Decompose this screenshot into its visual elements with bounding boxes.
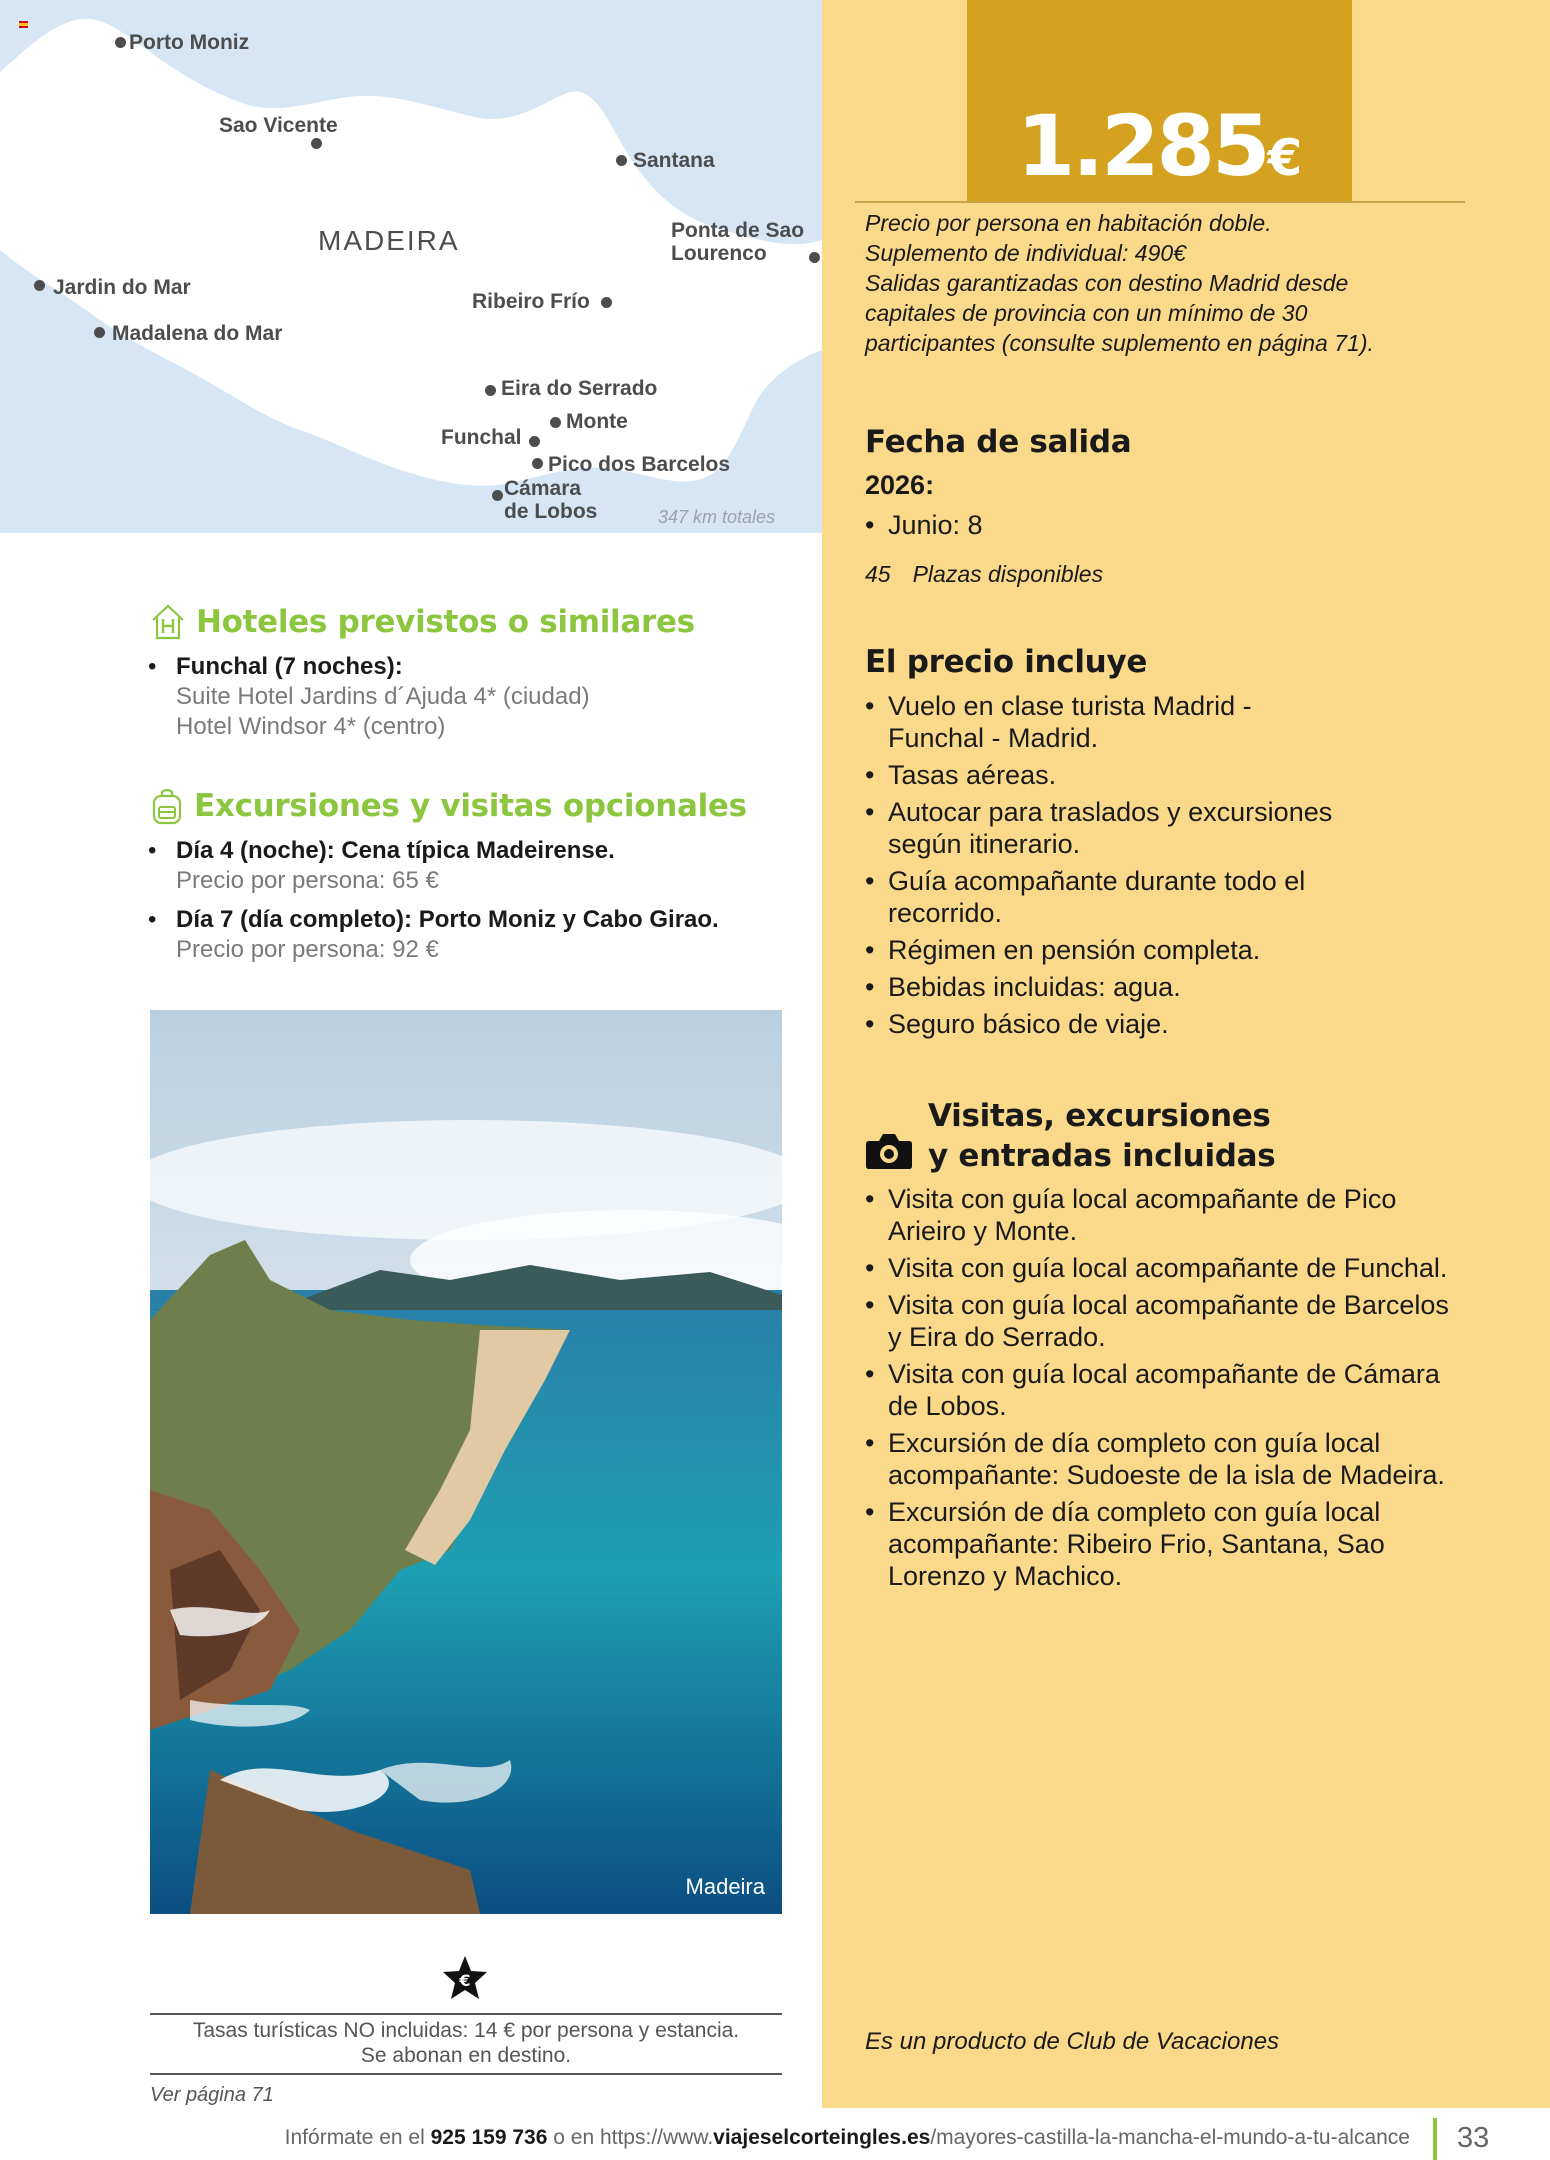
place-dot: [529, 436, 540, 447]
place-dot: [311, 138, 322, 149]
place-jardin-do-mar: Jardin do Mar: [53, 276, 191, 299]
footer-prefix: Infórmate en el: [284, 2126, 425, 2149]
list-item: • Excursión de día completo con guía local acompañante: Sudoeste de la isla de Madeira.: [865, 1427, 1455, 1491]
tasas-line: Se abonan en destino.: [360, 2044, 572, 2067]
divider: [855, 201, 1465, 203]
excursions-list: [148, 836, 719, 974]
departure-dates: [865, 509, 1455, 546]
includes-title: El precio incluye: [865, 644, 1148, 680]
visits-title-line: y entradas incluidas: [928, 1138, 1276, 1174]
includes-list: [865, 690, 1335, 1045]
excursions-heading: [150, 787, 747, 825]
place-pico-dos-barcelos: Pico dos Barcelos: [548, 453, 731, 476]
list-item: • Tasas aéreas.: [865, 759, 1335, 791]
price: [967, 98, 1352, 206]
list-item: • Visita con guía local acompañante de Funchal.: [865, 1252, 1455, 1284]
excursion-price: Precio por persona: 65 €: [176, 867, 439, 894]
route-map: [0, 0, 822, 533]
seats-label: Plazas disponibles: [912, 561, 1104, 587]
place-dot: [601, 297, 612, 308]
hotel-name: Suite Hotel Jardins d´Ajuda 4* (ciudad): [176, 683, 590, 710]
footer-bar: [1433, 2118, 1437, 2160]
place-ponta-de-sao-lourenco: Ponta de Sao Lourenco: [671, 219, 805, 265]
page-number: 33: [1457, 2122, 1490, 2154]
madeira-photo: [150, 1010, 782, 1914]
list-item: • Excursión de día completo con guía local acompañante: Ribeiro Frio, Santana, Sao Lorenzo y Machico.: [865, 1496, 1455, 1592]
euro-star-icon: [441, 1955, 489, 2006]
excursions-title: Excursiones y visitas opcionales: [194, 788, 747, 824]
footer-contact: [0, 2126, 1410, 2150]
price-amount: 1.285: [1016, 97, 1268, 195]
place-dot: [492, 490, 503, 501]
list-item: • Vuelo en clase turista Madrid - Funchal - Madrid.: [865, 690, 1335, 754]
price-info-line: Salidas garantizadas con destino Madrid desde: [865, 270, 1349, 296]
place-eira-do-serrado: Eira do Serrado: [501, 377, 658, 400]
place-ribeiro-frio: Ribeiro Frío: [472, 290, 590, 313]
list-item: • Bebidas incluidas: agua.: [865, 971, 1335, 1003]
svg-text:€: €: [459, 1971, 471, 1990]
price-info-line: capitales de provincia con un mínimo de 30: [865, 300, 1308, 326]
visits-list: [865, 1183, 1455, 1597]
place-dot: [809, 252, 820, 263]
seats-count: 45: [865, 561, 891, 587]
list-item: • Visita con guía local acompañante de Pico Arieiro y Monte.: [865, 1183, 1455, 1247]
departure-title: Fecha de salida: [865, 424, 1132, 460]
hotel-city: • Funchal (7 noches):: [176, 653, 403, 680]
place-santana: Santana: [633, 149, 715, 172]
footer-link-domain[interactable]: viajeselcorteingles.es: [713, 2126, 931, 2149]
visits-title: [928, 1096, 1275, 1176]
place-madalena-do-mar: Madalena do Mar: [112, 322, 283, 345]
visits-title-line: Visitas, excursiones: [928, 1098, 1271, 1134]
divider: [150, 2013, 782, 2015]
footer-phone[interactable]: 925 159 736: [430, 2126, 548, 2149]
list-item: • Régimen en pensión completa.: [865, 934, 1335, 966]
flag-icon: [19, 21, 28, 28]
hotels-heading: [150, 603, 695, 641]
footer-middle: o en https://www.: [553, 2126, 714, 2149]
island-label: MADEIRA: [318, 225, 460, 256]
price-info: [865, 208, 1465, 358]
excursion-title: • Día 7 (día completo): Porto Moniz y Cabo Girao.: [176, 906, 719, 933]
excursion-title: • Día 4 (noche): Cena típica Madeirense.: [176, 837, 615, 864]
place-sao-vicente: Sao Vicente: [219, 114, 338, 137]
place-porto-moniz: Porto Moniz: [129, 31, 250, 54]
list-item: • Visita con guía local acompañante de Cámara de Lobos.: [865, 1358, 1455, 1422]
list-item: [148, 836, 719, 896]
place-dot: [550, 417, 561, 428]
divider: [150, 2073, 782, 2075]
place-dot: [34, 280, 45, 291]
price-info-line: Precio por persona en habitación doble.: [865, 210, 1272, 236]
place-dot: [616, 155, 627, 166]
club-note: Es un producto de Club de Vacaciones: [865, 2028, 1280, 2055]
price-info-line: participantes (consulte suplemento en página 71).: [865, 330, 1374, 356]
see-page-note: Ver página 71: [150, 2084, 274, 2106]
backpack-icon: [150, 787, 184, 825]
list-item: • Autocar para traslados y excursiones según itinerario.: [865, 796, 1335, 860]
available-seats: [865, 561, 1103, 588]
tasas-note: [150, 2018, 782, 2068]
hotels-title: Hoteles previstos o similares: [196, 604, 695, 640]
hotel-icon: [150, 603, 186, 641]
place-dot: [532, 458, 543, 469]
camera-icon: [865, 1131, 913, 1176]
place-dot: [115, 37, 126, 48]
list-item: [148, 652, 590, 742]
list-item: • Guía acompañante durante todo el recorrido.: [865, 865, 1335, 929]
place-funchal: Funchal: [441, 426, 522, 449]
place-camara-de-lobos: Cámara de Lobos: [504, 477, 598, 523]
price-info-line: Suplemento de individual: 490€: [865, 240, 1186, 266]
list-item: [148, 905, 719, 965]
photo-caption: Madeira: [685, 1874, 765, 1899]
departure-year: 2026:: [865, 470, 935, 500]
distance-label: 347 km totales: [658, 507, 776, 527]
place-monte: Monte: [566, 410, 628, 433]
list-item: • Visita con guía local acompañante de Barcelos y Eira do Serrado.: [865, 1289, 1455, 1353]
place-dot: [94, 327, 105, 338]
list-item: • Junio: 8: [865, 509, 1455, 541]
hotels-list: [148, 652, 590, 751]
footer-link-path[interactable]: /mayores-castilla-la-mancha-el-mundo-a-tu-alcance: [930, 2126, 1410, 2149]
hotel-name: Hotel Windsor 4* (centro): [176, 713, 446, 740]
place-dot: [485, 385, 496, 396]
excursion-price: Precio por persona: 92 €: [176, 936, 439, 963]
tasas-line: Tasas turísticas NO incluidas: 14 € por persona y estancia.: [192, 2019, 740, 2042]
list-item: • Seguro básico de viaje.: [865, 1008, 1335, 1040]
price-currency: €: [1267, 129, 1303, 187]
